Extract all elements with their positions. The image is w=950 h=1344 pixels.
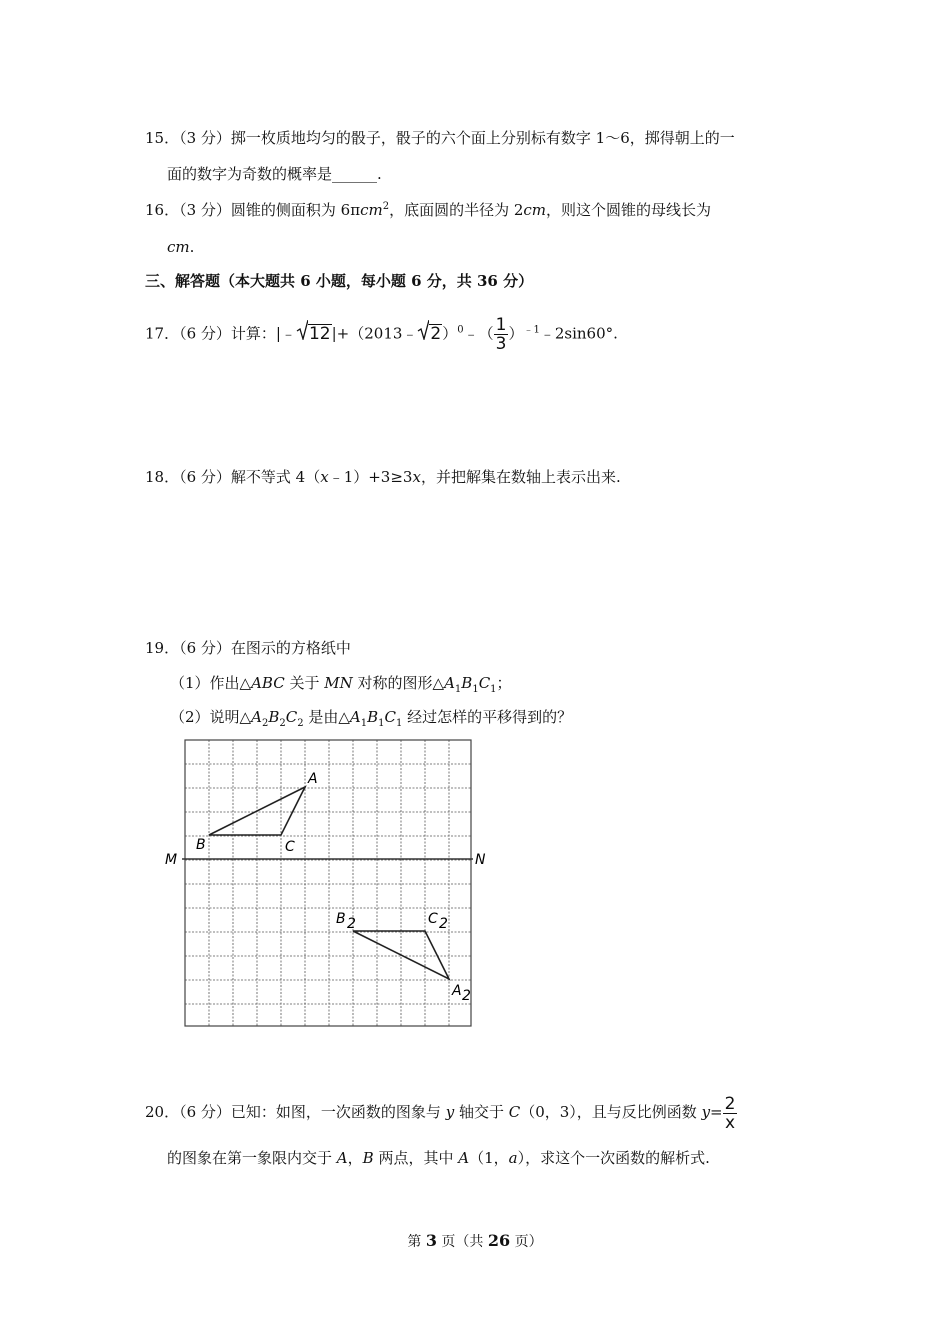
q19-sub1-b1: B bbox=[461, 674, 473, 692]
q19-sub1-abc: ABC bbox=[251, 674, 285, 692]
footer-pre: 第 bbox=[407, 1234, 426, 1250]
q19-sub2 bbox=[170, 707, 572, 727]
q19-number: 19． bbox=[145, 639, 180, 657]
q19-sub2-c2: C bbox=[285, 708, 298, 726]
q19-sub2-text-c: 经过怎样的平移得到的？ bbox=[402, 708, 573, 726]
q20-frac-num: 2 bbox=[724, 1093, 736, 1114]
q19-sub2-text-a: （2）说明△ bbox=[170, 708, 252, 726]
q17-tail: ﹣2sin60°. bbox=[539, 324, 618, 343]
q19-sub2-sub-b2: 2 bbox=[279, 718, 286, 729]
section-3-heading: 三、解答题（本大题共 6 小题，每小题 6 分，共 36 分） bbox=[145, 272, 534, 290]
q19-sub2-sub-a1: 1 bbox=[360, 718, 368, 729]
q20-y-var: y bbox=[701, 1103, 711, 1121]
q17-line bbox=[145, 315, 618, 354]
q20-number: 20． bbox=[145, 1103, 180, 1121]
q16-unit-3: cm bbox=[167, 238, 190, 256]
q16-number: 16． bbox=[145, 201, 180, 219]
label-a: A bbox=[308, 771, 318, 787]
q17-frac-num: 1 bbox=[495, 315, 507, 335]
q19-sub2-sub-a2: 2 bbox=[261, 718, 269, 729]
page-footer bbox=[0, 1231, 950, 1252]
q19-sub2-a2: A bbox=[251, 708, 262, 726]
q19-sub1-sub-b: 1 bbox=[472, 684, 479, 695]
q16-unit-2: cm bbox=[523, 201, 547, 219]
label-n: N bbox=[475, 852, 486, 868]
q20-text-5: 两点，其中 bbox=[373, 1149, 459, 1167]
q20-y-axis: y bbox=[445, 1103, 455, 1121]
grid-border bbox=[185, 740, 471, 1026]
q20-text-7: ），求这个一次函数的解析式. bbox=[517, 1149, 710, 1167]
q19-line bbox=[145, 638, 351, 658]
q16-text-2: ，底面圆的半径为 2 bbox=[389, 201, 524, 219]
q19-sub1-text-b: 关于 bbox=[284, 674, 325, 692]
q17-mid-3: ﹣（ bbox=[463, 324, 494, 343]
label-b2: B bbox=[336, 911, 346, 927]
q15-line1 bbox=[145, 128, 735, 148]
q20-fraction bbox=[723, 1095, 738, 1132]
q20-point-a: A bbox=[336, 1149, 348, 1167]
q17-exp-0: 0 bbox=[457, 324, 464, 336]
q19-sub2-sub-c1: 1 bbox=[396, 718, 403, 729]
q20-point-c: C bbox=[508, 1103, 521, 1121]
q16-line1 bbox=[145, 200, 711, 220]
grid-lines bbox=[185, 740, 471, 1026]
q18-text-1: （6 分）解不等式 4（ bbox=[179, 468, 321, 486]
q20-text-3: （0，3），且与反比例函数 bbox=[520, 1103, 702, 1121]
q18-text-3: ，并把解集在数轴上表示出来. bbox=[420, 468, 621, 486]
q20-text-2: 轴交于 bbox=[454, 1103, 509, 1121]
q17-sqrt-2 bbox=[417, 319, 442, 349]
q19-sub2-text-b: 是由△ bbox=[303, 708, 350, 726]
q17-number: 17． bbox=[145, 324, 180, 343]
q15-number: 15． bbox=[145, 129, 180, 147]
q19-sub1-c1: C bbox=[478, 674, 491, 692]
q16-exponent: 2 bbox=[382, 201, 390, 212]
q19-sub1-text-d: ； bbox=[496, 674, 512, 692]
q20-point-a-2: A bbox=[458, 1149, 470, 1167]
q20-text-6: （1， bbox=[469, 1149, 509, 1167]
q18-text-2: ﹣1）+3≥3 bbox=[328, 468, 413, 486]
footer-total-pages: 26 bbox=[487, 1231, 511, 1250]
label-c2: C bbox=[428, 911, 438, 927]
q18-var-x-1: x bbox=[320, 468, 329, 486]
label-a2: A bbox=[452, 983, 462, 999]
q20-text-4: 的图象在第一象限内交于 bbox=[167, 1149, 337, 1167]
q17-mid-4: ） bbox=[508, 324, 524, 343]
q17-radicand-12: 12 bbox=[308, 323, 331, 344]
q17-exp-neg1: ﹣1 bbox=[523, 324, 540, 336]
q20-equals: = bbox=[710, 1103, 723, 1121]
footer-post: 页） bbox=[510, 1234, 543, 1250]
q17-radicand-2: 2 bbox=[430, 323, 442, 344]
q18-line bbox=[145, 467, 621, 487]
q19-grid-figure bbox=[160, 735, 500, 1035]
q20-line2 bbox=[167, 1148, 710, 1168]
q16-text-1: （3 分）圆锥的侧面积为 6π bbox=[179, 201, 361, 219]
q19-sub2-sub-b1: 1 bbox=[378, 718, 385, 729]
q20-text-1: （6 分）已知：如图，一次函数的图象与 bbox=[179, 1103, 446, 1121]
q19-sub1-sub-a: 1 bbox=[454, 684, 462, 695]
q16-line2 bbox=[167, 237, 194, 257]
q17-sqrt-12 bbox=[296, 319, 332, 349]
footer-page-number: 3 bbox=[425, 1231, 437, 1250]
q17-frac-den: 3 bbox=[495, 334, 507, 354]
q20-line1 bbox=[145, 1092, 737, 1132]
q18-number: 18． bbox=[145, 468, 180, 486]
q19-sub1 bbox=[170, 673, 512, 693]
q17-prefix: （6 分）计算：|﹣ bbox=[179, 324, 296, 343]
q17-fraction bbox=[494, 316, 509, 353]
q20-var-a: a bbox=[508, 1149, 518, 1167]
q19-sub2-sub-c2: 2 bbox=[297, 718, 304, 729]
q19-sub1-text-a: （1）作出△ bbox=[170, 674, 252, 692]
label-a2-sub: 2 bbox=[462, 988, 471, 1004]
q15-text-1: （3 分）掷一枚质地均匀的骰子，骰子的六个面上分别标有数字 1～6，掷得朝上的一 bbox=[179, 129, 735, 147]
label-m: M bbox=[165, 852, 178, 868]
q18-var-x-2: x bbox=[412, 468, 421, 486]
q20-point-b: B bbox=[362, 1149, 374, 1167]
q19-sub2-a1: A bbox=[349, 708, 361, 726]
q17-mid-2: ） bbox=[442, 324, 458, 343]
q19-sub1-sub-c: 1 bbox=[490, 684, 497, 695]
q15-line2: 面的数字为奇数的概率是______. bbox=[167, 165, 382, 183]
q16-text-3: ，则这个圆锥的母线长为 bbox=[546, 201, 712, 219]
label-b: B bbox=[196, 837, 206, 853]
q16-unit-1: cm bbox=[360, 201, 383, 219]
footer-mid: 页（共 bbox=[436, 1234, 488, 1250]
label-c2-sub: 2 bbox=[439, 916, 448, 932]
label-b2-sub: 2 bbox=[347, 916, 356, 932]
q17-mid-1: |+（2013﹣ bbox=[331, 324, 418, 343]
q19-sub2-b1: B bbox=[367, 708, 379, 726]
q20-comma: ， bbox=[347, 1149, 363, 1167]
q19-text: （6 分）在图示的方格纸中 bbox=[179, 639, 351, 657]
q19-sub1-mn: MN bbox=[324, 674, 353, 692]
q16-end: . bbox=[189, 238, 195, 256]
q19-sub2-b2: B bbox=[268, 708, 280, 726]
q19-sub1-text-c: 对称的图形△ bbox=[352, 674, 445, 692]
q19-sub2-c1: C bbox=[384, 708, 396, 726]
q19-sub1-a1: A bbox=[444, 674, 455, 692]
q20-frac-den: x bbox=[725, 1112, 736, 1133]
label-c: C bbox=[285, 839, 295, 855]
